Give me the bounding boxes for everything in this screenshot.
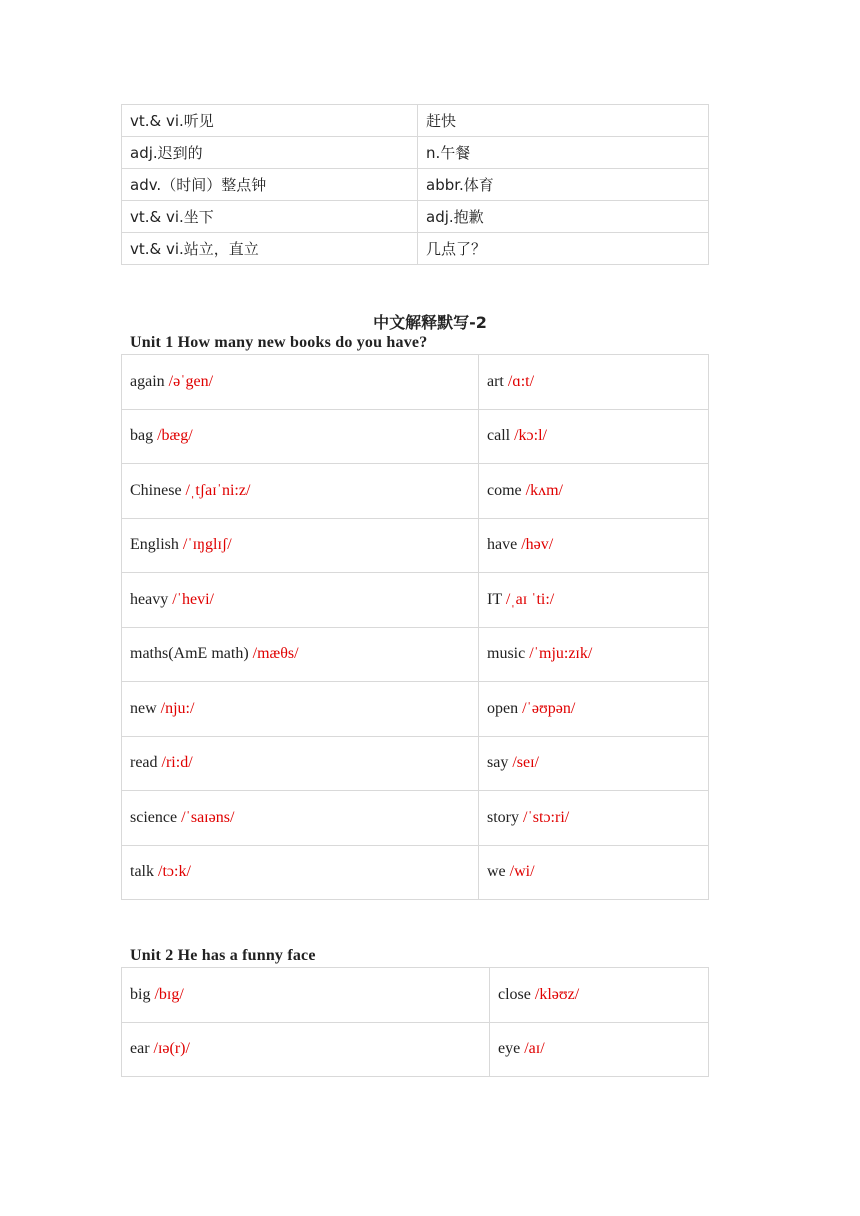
vocab-word: bag	[130, 427, 154, 445]
vocab-phonetic: /kɔ:l/	[514, 427, 547, 445]
vocab-word: ear	[130, 1040, 150, 1058]
vocab-cell	[122, 409, 479, 464]
vocab-phonetic: /ˈmju:zɪk/	[529, 645, 593, 663]
vocab-word: call	[487, 427, 511, 445]
table-row	[122, 736, 709, 791]
vocab-word: heavy	[130, 590, 169, 608]
unit-2-title: Unit 2 He has a funny face	[130, 947, 316, 964]
vocab-cell	[479, 355, 709, 410]
vocab-phonetic: /ri:d/	[161, 754, 193, 772]
vocab-phonetic: /nju:/	[160, 699, 195, 717]
vocab-word: maths(AmE math)	[130, 645, 249, 663]
table-row	[122, 682, 709, 737]
table-row	[122, 355, 709, 410]
vocab-cell	[479, 736, 709, 791]
vocab-word: come	[487, 481, 522, 499]
vocab-cell	[479, 682, 709, 737]
vocab-cell	[490, 968, 709, 1023]
table-cell: 赶快	[418, 105, 709, 137]
table-row	[122, 233, 709, 265]
vocab-cell	[479, 845, 709, 900]
vocab-phonetic: /kləʊz/	[534, 985, 580, 1003]
vocab-phonetic: /həv/	[521, 536, 554, 554]
unit-1-title: Unit 1 How many new books do you have?	[130, 334, 428, 351]
table-cell: 几点了？	[418, 233, 709, 265]
table-row	[122, 627, 709, 682]
table-cell: n.午餐	[418, 137, 709, 169]
vocab-word: science	[130, 808, 178, 826]
vocab-cell	[479, 627, 709, 682]
vocab-cell	[122, 464, 479, 519]
vocab-phonetic: /ˈɪŋglɪʃ/	[182, 536, 232, 554]
vocab-cell	[122, 736, 479, 791]
vocab-phonetic: /ˌtʃaɪˈni:z/	[185, 481, 251, 499]
table-row	[122, 968, 709, 1023]
vocab-word: have	[487, 536, 518, 554]
vocab-cell	[479, 409, 709, 464]
vocab-phonetic: /seɪ/	[512, 754, 539, 772]
table-row	[122, 409, 709, 464]
vocab-phonetic: /tɔ:k/	[158, 863, 191, 881]
vocab-phonetic: /aɪ/	[524, 1040, 545, 1058]
table-cell: adj.抱歉	[418, 201, 709, 233]
section-heading: 中文解释默写-2	[373, 313, 487, 332]
table-row	[122, 791, 709, 846]
table-cell: abbr.体育	[418, 169, 709, 201]
vocab-cell	[479, 518, 709, 573]
vocab-phonetic: /ˈsaɪəns/	[181, 808, 235, 826]
vocab-cell	[479, 573, 709, 628]
vocab-phonetic: /ˌaɪ ˈti:/	[505, 590, 555, 608]
vocab-phonetic: /ˈəʊpən/	[522, 699, 576, 717]
vocab-cell	[122, 355, 479, 410]
vocab-cell	[122, 518, 479, 573]
vocab-cell	[122, 845, 479, 900]
vocab-cell	[122, 682, 479, 737]
vocab-phonetic: /ɑ:t/	[507, 372, 535, 390]
vocab-phonetic: /ˈstɔ:ri/	[523, 808, 570, 826]
vocab-word: again	[130, 372, 165, 390]
vocab-word: new	[130, 699, 157, 717]
vocab-cell	[122, 627, 479, 682]
vocab-word: English	[130, 536, 179, 554]
vocab-cell	[122, 968, 490, 1023]
vocab-word: Chinese	[130, 481, 182, 499]
vocab-cell	[490, 1022, 709, 1077]
vocab-cell	[479, 464, 709, 519]
vocab-word: big	[130, 985, 151, 1003]
vocab-cell	[122, 1022, 490, 1077]
vocab-cell	[122, 791, 479, 846]
table-row	[122, 137, 709, 169]
vocab-word: IT	[487, 590, 502, 608]
table-row	[122, 464, 709, 519]
table-row	[122, 845, 709, 900]
vocab-phonetic: /mæθs/	[252, 645, 299, 663]
table-row	[122, 201, 709, 233]
vocab-word: we	[487, 863, 506, 881]
vocab-word: eye	[498, 1040, 521, 1058]
vocab-phonetic: /ɪə(r)/	[153, 1040, 190, 1058]
table-cell: adv.（时间）整点钟	[122, 169, 418, 201]
vocab-phonetic: /ˈhevi/	[172, 590, 214, 608]
vocab-cell	[122, 573, 479, 628]
vocab-cell	[479, 791, 709, 846]
vocab-word: story	[487, 808, 519, 826]
table-row	[122, 169, 709, 201]
vocab-word: talk	[130, 863, 154, 881]
table-cell: adj.迟到的	[122, 137, 418, 169]
vocab-word: close	[498, 985, 531, 1003]
vocab-phonetic: /bæg/	[157, 427, 193, 445]
vocab-word: say	[487, 754, 509, 772]
vocab-word: read	[130, 754, 158, 772]
table-cell: vt.& vi.坐下	[122, 201, 418, 233]
unit-2-vocab-table	[121, 967, 709, 1077]
vocab-word: music	[487, 645, 526, 663]
table-cell: vt.& vi.听见	[122, 105, 418, 137]
vocab-word: open	[487, 699, 519, 717]
vocab-word: art	[487, 372, 504, 390]
vocab-phonetic: /bɪg/	[154, 985, 184, 1003]
table-row	[122, 573, 709, 628]
table-row	[122, 518, 709, 573]
table-row	[122, 105, 709, 137]
vocab-phonetic: /əˈgen/	[168, 372, 214, 390]
table-cell: vt.& vi.站立，直立	[122, 233, 418, 265]
meaning-table	[121, 104, 709, 265]
vocab-phonetic: /kʌm/	[525, 481, 563, 499]
vocab-phonetic: /wi/	[509, 863, 535, 881]
table-row	[122, 1022, 709, 1077]
unit-1-vocab-table	[121, 354, 709, 900]
